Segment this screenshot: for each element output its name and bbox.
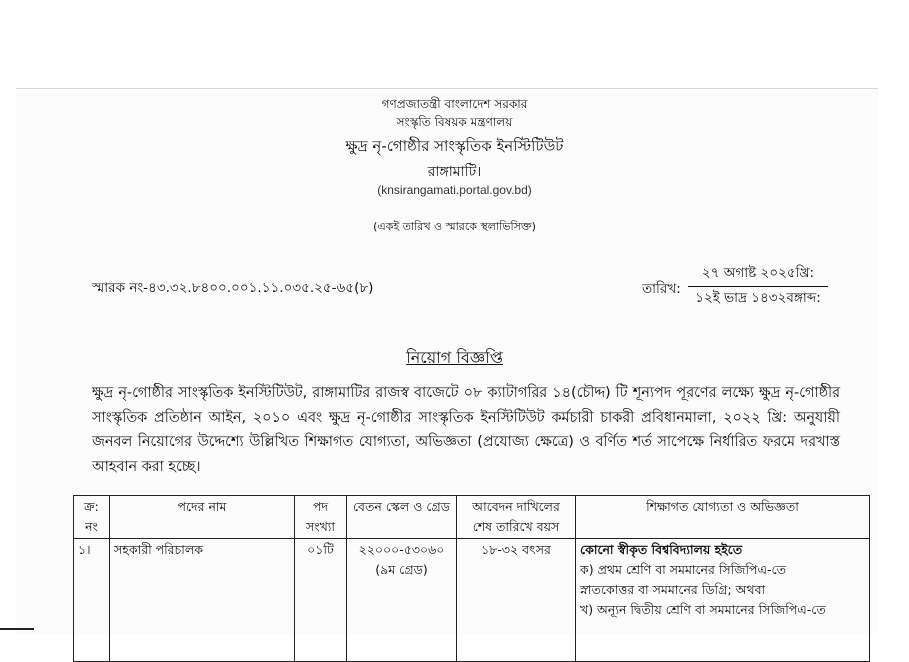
ministry-name: সংস্কৃতি বিষয়ক মন্ত্রণালয়	[396, 115, 513, 129]
date-bengali: ১২ই ভাদ্র ১৪৩২বঙ্গাব্দ:	[695, 290, 821, 306]
age-cell: ১৮-৩২ বৎসর	[457, 539, 576, 662]
table-header-row	[74, 496, 870, 539]
govt-name: গণপ্রজাতন্ত্রী বাংলাদেশ সরকার	[381, 97, 528, 111]
col-header-count: পদ সংখ্যা	[295, 496, 347, 539]
table-row	[74, 539, 870, 662]
qualification-line: খ) অন্যূন দ্বিতীয় শ্রেণি বা সমমানের সিজিপিএ-তে	[580, 602, 826, 617]
qualification-line: কোনো স্বীকৃত বিশ্ববিদ্যালয় হইতে	[580, 542, 743, 557]
city-name: রাঙ্গামাটি।	[427, 164, 482, 180]
institute-name: ক্ষুদ্র নৃ-গোষ্ঠীর সাংস্কৃতিক ইনস্টিটিউট	[345, 137, 564, 155]
scale-value: ২২০০০-৫৩০৬০	[358, 542, 445, 557]
supersede-note: (একই তারিখ ও স্মারকে স্থলাভিসিক্ত)	[373, 220, 536, 233]
col-header-scale: বেতন স্কেল ও গ্রেড	[347, 496, 457, 539]
notice-body: ক্ষুদ্র নৃ-গোষ্ঠীর সাংস্কৃতিক ইনস্টিটিউট, রাঙ্গামাটির রাজস্ব বাজেটে ০৮ ক্যাটাগরির ১৪(চৌদ্দ) টি শূন্যপদ পূরণের লক্ষ্যে ক্ষুদ্র নৃ-গোষ্ঠীর সাংস্কৃতিক প্রতিষ্ঠান আইন, ২০১০ এবং ক্ষুদ্র নৃ-গোষ্ঠীর সাংস্কৃতিক ইনস্টিটিউট কর্মচারী চাকরী প্রবিধানমালা, ২০২২ খ্রি: অনুযায়ী জনবল নিয়োগের উদ্দেশ্যে উল্লিখিত শিক্ষাগত যোগ্যতা, অভিজ্ঞতা (প্রযোজ্য ক্ষেত্রে) ও বর্ণিত শর্ত সাপেক্ষে নির্ধারিত ফরমে দরখাস্ত আহবান করা হচ্ছে।	[92, 385, 840, 475]
posts-table	[73, 495, 870, 662]
grade-value: (৯ম গ্রেড)	[375, 562, 428, 577]
col-header-qualification: শিক্ষাগত যোগ্যতা ও অভিজ্ঞতা	[576, 496, 870, 539]
qualification-line: স্নাতকোত্তর বা সমমানের ডিগ্রি; অথবা	[580, 582, 766, 597]
date-gregorian: ২৭ অগাষ্ট ২০২৫খ্রি:	[688, 262, 828, 287]
date-label: তারিখ:	[642, 281, 681, 297]
website: (knsirangamati.portal.gov.bd)	[377, 183, 532, 197]
post-cell: সহকারী পরিচালক	[110, 539, 295, 662]
qualification-cell	[576, 539, 870, 662]
serial-cell: ১।	[74, 539, 110, 662]
col-header-post: পদের নাম	[110, 496, 295, 539]
qualification-line: ক) প্রথম শ্রেণি বা সমমানের সিজিপিএ-তে	[580, 562, 786, 577]
memo-number: স্মারক নং-৪৩.৩২.৮৪০০.০০১.১১.০৩৫.২৫-৬৫(৮)	[92, 280, 374, 296]
col-header-serial: ক্র: নং	[74, 496, 110, 539]
col-header-age: আবেদন দাখিলের শেষ তারিখে বয়স	[457, 496, 576, 539]
page-edge-mark	[0, 628, 34, 630]
notice-title: নিয়োগ বিজ্ঞপ্তি	[406, 348, 503, 367]
count-cell: ০১টি	[295, 539, 347, 662]
scale-cell	[347, 539, 457, 662]
